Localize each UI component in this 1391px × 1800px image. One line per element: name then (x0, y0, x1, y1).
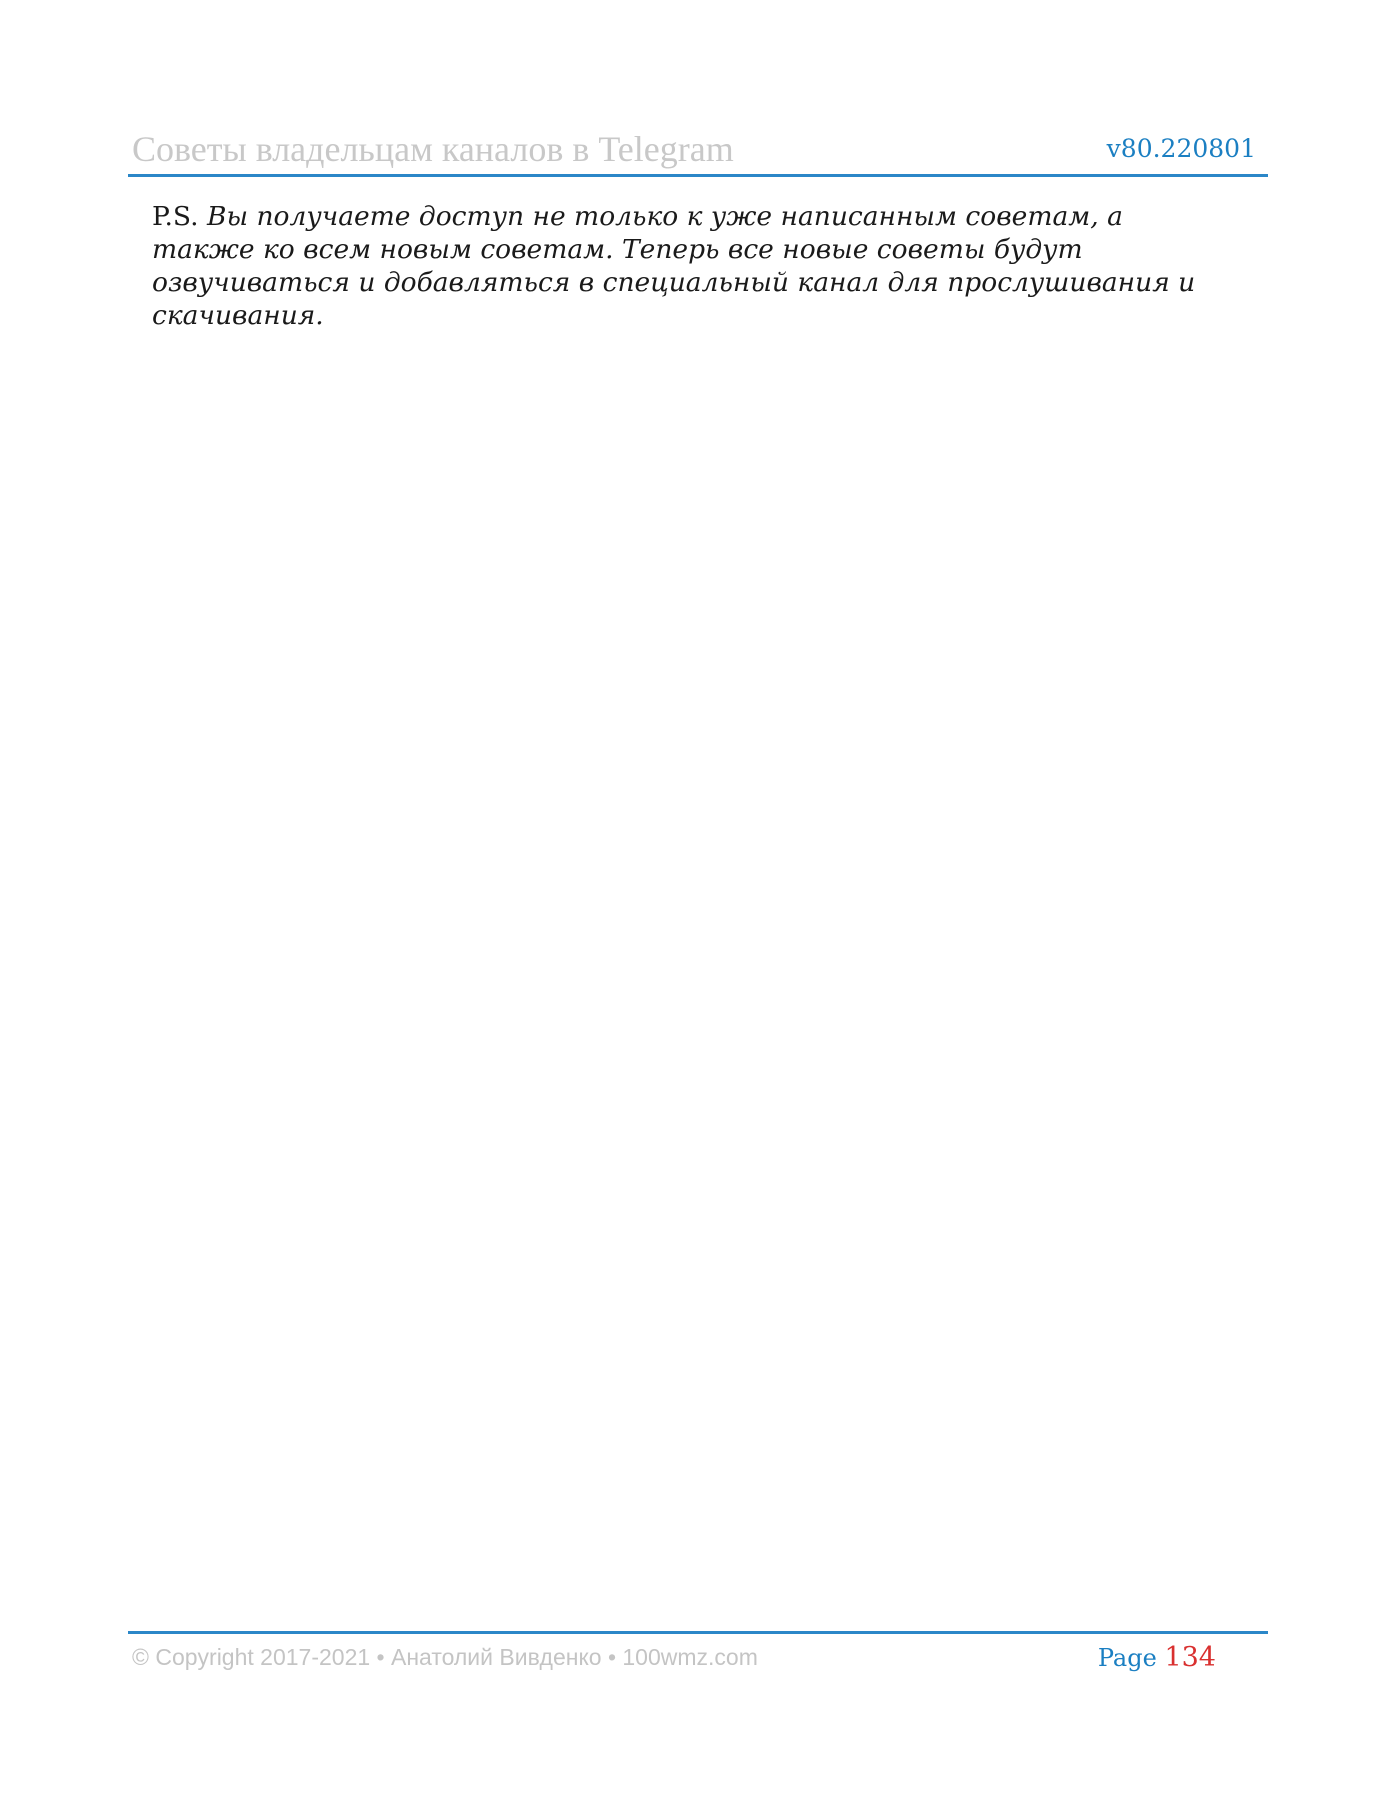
ps-text: Вы получаете доступ не только к уже написанным советам, а также ко всем новым советам. Теперь все новые советы будут озвучиваться и добавляться в специальный канал для прослушивания и скачивания. (152, 201, 1196, 331)
page-indicator (1098, 1642, 1216, 1673)
page-label: Page (1097, 1644, 1157, 1672)
page-number: 134 (1164, 1642, 1216, 1673)
ps-label: P.S. (152, 201, 199, 232)
footer-copyright: © Copyright 2017-2021 • Анатолий Вивденко • 100wmz.com (132, 1644, 758, 1670)
header-divider (128, 174, 1268, 177)
footer-divider (128, 1631, 1268, 1634)
document-title: Советы владельцам каналов в Telegram (132, 129, 734, 169)
ps-paragraph (152, 200, 1232, 332)
page-header (128, 124, 1268, 176)
document-version: v80.220801 (1106, 134, 1256, 163)
